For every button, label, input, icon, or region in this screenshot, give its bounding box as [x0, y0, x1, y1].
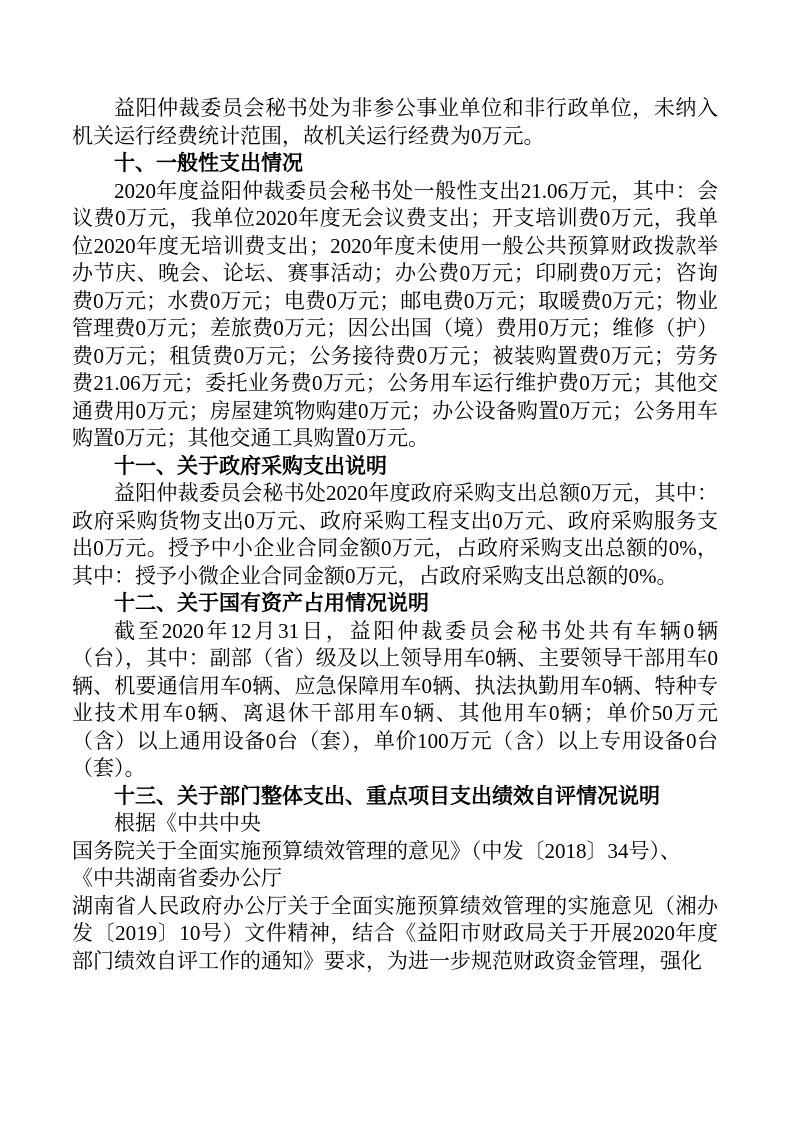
line-state-council-opinion: 国务院关于全面实施预算绩效管理的意见》（中发〔2018〕34号）、 [72, 838, 681, 863]
heading-section-eleven: 十一、关于政府采购支出说明 [114, 454, 387, 478]
heading-section-ten: 十、一般性支出情况 [114, 152, 303, 175]
para-state-assets: 截至2020年12月31日，益阳仲裁委员会秘书处共有车辆0辆（台），其中：副部（省）级及以上领导用车0辆、主要领导干部用车0辆、机要通信用车0辆、应急保障用车0辆、执法执勤用车0辆、特种专业技术用车0辆、离退休干部用车0辆、其他用车0辆；单价50万元（含）以上通用设备0台（套），单价100万元（含）以上专用设备0台（套）。 [72, 618, 718, 780]
para-basis-cpc-central: 根据《中共中央 [114, 811, 261, 835]
para-gov-procurement: 益阳仲裁委员会秘书处2020年度政府采购支出总额0万元，其中：政府采购货物支出0万元、政府采购工程支出0万元、政府采购服务支出0万元。授予中小企业合同金额0万元，占政府采购支出总额的0%，其中：授予小微企业合同金额0万元，占政府采购支出总额的0%。 [72, 481, 718, 588]
para-general-expenditure: 2020年度益阳仲裁委员会秘书处一般性支出21.06万元，其中：会议费0万元，我单位2020年度无会议费支出；开支培训费0万元，我单位2020年度无培训费支出；2020年度未使用一般公共预算财政拨款举办节庆、晚会、论坛、赛事活动；办公费0万元；印刷费0万元；咨询费0万元；水费0万元；电费0万元；邮电费0万元；取暖费0万元；物业管理费0万元；差旅费0万元；因公出国（境）费用0万元；维修（护）费0万元；租赁费0万元；公务接待费0万元；被装购置费0万元；劳务费21.06万元；委托业务费0万元；公务用车运行维护费0万元；其他交通费用0万元；房屋建筑物购建0万元；办公设备购置0万元；公务用车购置0万元；其他交通工具购置0万元。 [72, 178, 718, 450]
line-hunan-committee-office: 《中共湖南省委办公厅 [72, 866, 282, 890]
heading-section-thirteen: 十三、关于部门整体支出、重点项目支出绩效自评情况说明 [114, 784, 660, 808]
document-text-block [72, 95, 718, 975]
para-hunan-implementation: 湖南省人民政府办公厅关于全面实施预算绩效管理的实施意见（湘办发〔2019〕10号）文件精神，结合《益阳市财政局关于开展2020年度部门绩效自评工作的通知》要求，为进一步规范财政资金管理，强化 [72, 893, 718, 973]
heading-section-twelve: 十二、关于国有资产占用情况说明 [114, 592, 429, 615]
para-agency-running-cost-note: 益阳仲裁委员会秘书处为非参公事业单位和非行政单位，未纳入机关运行经费统计范围，故机关运行经费为0万元。 [72, 96, 718, 148]
